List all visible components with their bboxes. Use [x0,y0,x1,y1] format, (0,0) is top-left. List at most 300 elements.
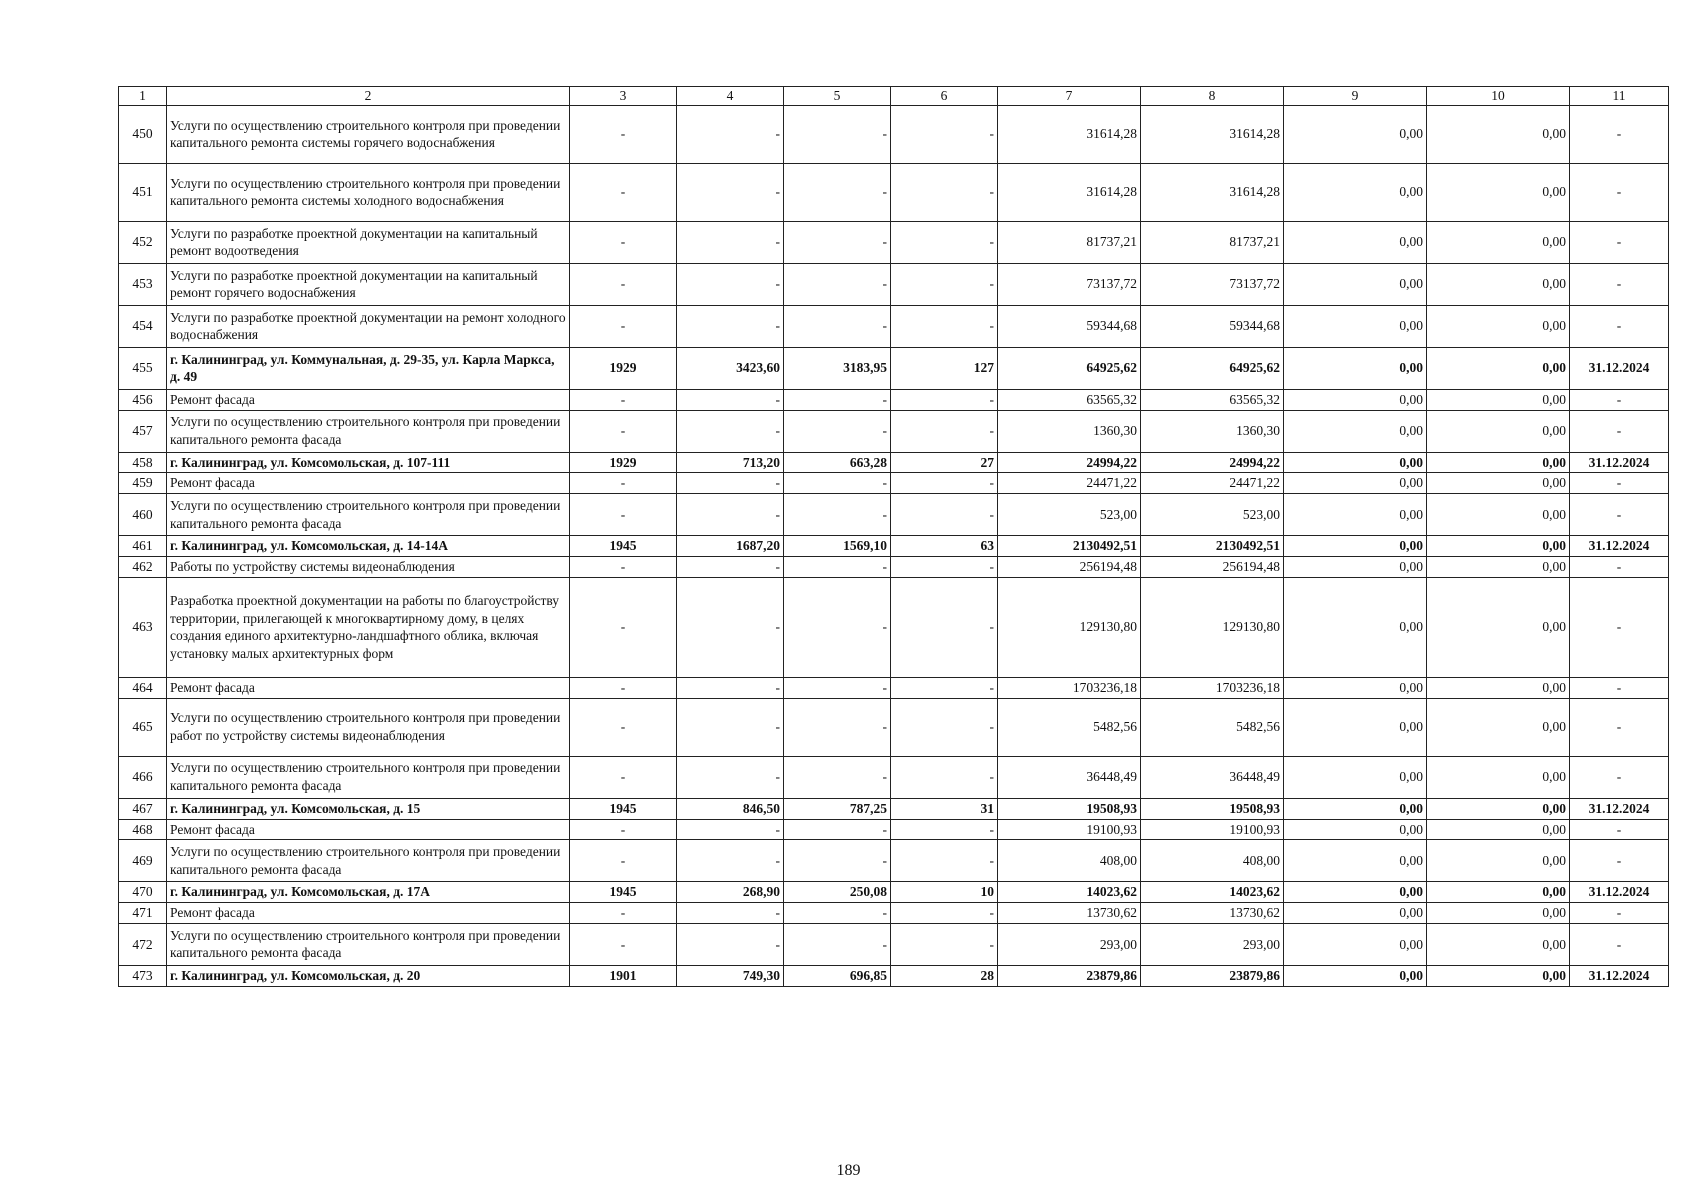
cost-total-cell: 24994,22 [998,452,1141,473]
cost-fund-cell: 129130,80 [1141,577,1284,677]
column-number-header-row [119,87,1669,106]
row-name-cell: Ремонт фасада [167,389,570,410]
residential-area-cell: - [784,263,891,305]
cost-fund-cell: 14023,62 [1141,882,1284,903]
cost-fund-cell: 19100,93 [1141,819,1284,840]
work-item-row [119,473,1669,494]
residents-count-cell: - [891,756,998,798]
cost-other-cell: 0,00 [1427,882,1570,903]
cost-other-cell: 0,00 [1427,452,1570,473]
residents-count-cell: - [891,577,998,677]
deadline-cell: - [1570,923,1669,965]
row-number-cell: 458 [119,452,167,473]
cost-other-cell: 0,00 [1427,840,1570,882]
row-number-cell: 470 [119,882,167,903]
total-area-cell: - [677,840,784,882]
row-number-cell: 459 [119,473,167,494]
residential-area-cell: - [784,840,891,882]
cost-budget-cell: 0,00 [1284,698,1427,756]
cost-budget-cell: 0,00 [1284,840,1427,882]
residential-area-cell: - [784,494,891,536]
deadline-cell: - [1570,389,1669,410]
row-number-cell: 469 [119,840,167,882]
deadline-cell: - [1570,557,1669,578]
residents-count-cell: 63 [891,536,998,557]
work-item-row [119,903,1669,924]
cost-other-cell: 0,00 [1427,577,1570,677]
deadline-cell: - [1570,473,1669,494]
cost-total-cell: 59344,68 [998,305,1141,347]
row-number-cell: 473 [119,965,167,986]
cost-fund-cell: 523,00 [1141,494,1284,536]
row-number-cell: 471 [119,903,167,924]
residents-count-cell: - [891,494,998,536]
residential-area-cell: 250,08 [784,882,891,903]
deadline-cell: - [1570,163,1669,221]
column-number-5: 5 [784,87,891,106]
cost-fund-cell: 64925,62 [1141,347,1284,389]
row-name-cell: Услуги по осуществлению строительного контроля при проведении капитального ремонта фасада [167,494,570,536]
cost-total-cell: 36448,49 [998,756,1141,798]
residents-count-cell: - [891,903,998,924]
row-name-cell: Услуги по осуществлению строительного контроля при проведении капитального ремонта фасада [167,923,570,965]
total-area-cell: 268,90 [677,882,784,903]
cost-budget-cell: 0,00 [1284,263,1427,305]
deadline-cell: - [1570,677,1669,698]
residents-count-cell: - [891,105,998,163]
residential-area-cell: - [784,756,891,798]
column-number-4: 4 [677,87,784,106]
residents-count-cell: - [891,389,998,410]
total-area-cell: - [677,903,784,924]
cost-budget-cell: 0,00 [1284,557,1427,578]
deadline-cell: - [1570,698,1669,756]
row-number-cell: 463 [119,577,167,677]
cost-budget-cell: 0,00 [1284,677,1427,698]
residential-area-cell: - [784,557,891,578]
work-item-row [119,105,1669,163]
cost-other-cell: 0,00 [1427,677,1570,698]
cost-total-cell: 256194,48 [998,557,1141,578]
cost-total-cell: 63565,32 [998,389,1141,410]
residential-area-cell: - [784,105,891,163]
total-area-cell: 1687,20 [677,536,784,557]
residents-count-cell: - [891,840,998,882]
build-year-cell: - [570,577,677,677]
cost-fund-cell: 31614,28 [1141,105,1284,163]
deadline-cell: - [1570,819,1669,840]
row-number-cell: 452 [119,221,167,263]
residents-count-cell: 27 [891,452,998,473]
build-year-cell: - [570,410,677,452]
residential-area-cell: - [784,221,891,263]
cost-budget-cell: 0,00 [1284,819,1427,840]
residents-count-cell: - [891,698,998,756]
cost-fund-cell: 5482,56 [1141,698,1284,756]
cost-budget-cell: 0,00 [1284,163,1427,221]
build-year-cell: 1901 [570,965,677,986]
cost-total-cell: 523,00 [998,494,1141,536]
work-item-row [119,577,1669,677]
cost-budget-cell: 0,00 [1284,305,1427,347]
cost-budget-cell: 0,00 [1284,903,1427,924]
deadline-cell: 31.12.2024 [1570,882,1669,903]
residents-count-cell: - [891,410,998,452]
row-number-cell: 462 [119,557,167,578]
row-name-cell: Ремонт фасада [167,677,570,698]
address-row [119,347,1669,389]
row-number-cell: 464 [119,677,167,698]
build-year-cell: 1929 [570,347,677,389]
work-item-row [119,163,1669,221]
cost-total-cell: 293,00 [998,923,1141,965]
residential-area-cell: - [784,698,891,756]
page-number: 189 [836,1162,861,1179]
total-area-cell: - [677,305,784,347]
cost-budget-cell: 0,00 [1284,410,1427,452]
deadline-cell: - [1570,756,1669,798]
build-year-cell: - [570,263,677,305]
cost-budget-cell: 0,00 [1284,798,1427,819]
total-area-cell: - [677,105,784,163]
cost-fund-cell: 1360,30 [1141,410,1284,452]
cost-other-cell: 0,00 [1427,494,1570,536]
cost-fund-cell: 408,00 [1141,840,1284,882]
cost-budget-cell: 0,00 [1284,452,1427,473]
cost-total-cell: 2130492,51 [998,536,1141,557]
cost-total-cell: 13730,62 [998,903,1141,924]
build-year-cell: - [570,221,677,263]
column-number-8: 8 [1141,87,1284,106]
residential-area-cell: - [784,677,891,698]
build-year-cell: - [570,557,677,578]
cost-total-cell: 81737,21 [998,221,1141,263]
cost-other-cell: 0,00 [1427,473,1570,494]
total-area-cell: - [677,473,784,494]
residents-count-cell: - [891,677,998,698]
cost-fund-cell: 59344,68 [1141,305,1284,347]
cost-total-cell: 19508,93 [998,798,1141,819]
residential-area-cell: - [784,923,891,965]
total-area-cell: - [677,577,784,677]
cost-budget-cell: 0,00 [1284,577,1427,677]
build-year-cell: 1945 [570,536,677,557]
row-number-cell: 451 [119,163,167,221]
row-name-cell: г. Калининград, ул. Комсомольская, д. 15 [167,798,570,819]
address-row [119,452,1669,473]
build-year-cell: - [570,819,677,840]
row-name-cell: Работы по устройству системы видеонаблюдения [167,557,570,578]
cost-fund-cell: 1703236,18 [1141,677,1284,698]
work-item-row [119,389,1669,410]
residents-count-cell: - [891,557,998,578]
work-item-row [119,819,1669,840]
work-item-row [119,410,1669,452]
residential-area-cell: - [784,389,891,410]
cost-fund-cell: 63565,32 [1141,389,1284,410]
cost-other-cell: 0,00 [1427,557,1570,578]
work-item-row [119,923,1669,965]
cost-fund-cell: 24471,22 [1141,473,1284,494]
work-item-row [119,677,1669,698]
build-year-cell: - [570,677,677,698]
cost-total-cell: 64925,62 [998,347,1141,389]
cost-other-cell: 0,00 [1427,389,1570,410]
row-number-cell: 454 [119,305,167,347]
residential-area-cell: - [784,305,891,347]
total-area-cell: 713,20 [677,452,784,473]
cost-budget-cell: 0,00 [1284,473,1427,494]
cost-budget-cell: 0,00 [1284,882,1427,903]
column-number-9: 9 [1284,87,1427,106]
total-area-cell: - [677,756,784,798]
residents-count-cell: 28 [891,965,998,986]
work-item-row [119,840,1669,882]
cost-budget-cell: 0,00 [1284,494,1427,536]
column-number-1: 1 [119,87,167,106]
row-name-cell: Услуги по осуществлению строительного контроля при проведении капитального ремонта фасада [167,840,570,882]
residents-count-cell: 10 [891,882,998,903]
row-name-cell: Ремонт фасада [167,903,570,924]
column-number-11: 11 [1570,87,1669,106]
cost-other-cell: 0,00 [1427,105,1570,163]
cost-other-cell: 0,00 [1427,347,1570,389]
total-area-cell: - [677,923,784,965]
total-area-cell: - [677,819,784,840]
total-area-cell: - [677,677,784,698]
deadline-cell: - [1570,903,1669,924]
residential-area-cell: 787,25 [784,798,891,819]
cost-fund-cell: 23879,86 [1141,965,1284,986]
row-name-cell: Услуги по осуществлению строительного контроля при проведении работ по устройству системы видеонаблюдения [167,698,570,756]
row-number-cell: 461 [119,536,167,557]
total-area-cell: 3423,60 [677,347,784,389]
build-year-cell: 1929 [570,452,677,473]
row-name-cell: Услуги по осуществлению строительного контроля при проведении капитального ремонта системы горячего водоснабжения [167,105,570,163]
cost-other-cell: 0,00 [1427,221,1570,263]
cost-total-cell: 14023,62 [998,882,1141,903]
deadline-cell: 31.12.2024 [1570,965,1669,986]
cost-other-cell: 0,00 [1427,756,1570,798]
cost-total-cell: 408,00 [998,840,1141,882]
work-item-row [119,305,1669,347]
work-item-row [119,263,1669,305]
column-number-6: 6 [891,87,998,106]
row-number-cell: 465 [119,698,167,756]
row-number-cell: 472 [119,923,167,965]
row-name-cell: г. Калининград, ул. Комсомольская, д. 20 [167,965,570,986]
residents-count-cell: 31 [891,798,998,819]
cost-other-cell: 0,00 [1427,798,1570,819]
total-area-cell: 749,30 [677,965,784,986]
column-number-3: 3 [570,87,677,106]
row-name-cell: Ремонт фасада [167,473,570,494]
column-number-2: 2 [167,87,570,106]
row-number-cell: 450 [119,105,167,163]
cost-total-cell: 31614,28 [998,105,1141,163]
build-year-cell: - [570,494,677,536]
build-year-cell: - [570,698,677,756]
residential-area-cell: - [784,903,891,924]
row-number-cell: 457 [119,410,167,452]
build-year-cell: - [570,305,677,347]
build-year-cell: - [570,163,677,221]
residents-count-cell: - [891,819,998,840]
residential-area-cell: - [784,163,891,221]
cost-other-cell: 0,00 [1427,263,1570,305]
build-year-cell: - [570,756,677,798]
cost-total-cell: 5482,56 [998,698,1141,756]
residential-area-cell: 3183,95 [784,347,891,389]
cost-fund-cell: 31614,28 [1141,163,1284,221]
cost-total-cell: 73137,72 [998,263,1141,305]
cost-fund-cell: 19508,93 [1141,798,1284,819]
work-item-row [119,221,1669,263]
build-year-cell: - [570,389,677,410]
work-item-row [119,756,1669,798]
residential-area-cell: - [784,577,891,677]
cost-other-cell: 0,00 [1427,305,1570,347]
cost-budget-cell: 0,00 [1284,965,1427,986]
deadline-cell: - [1570,105,1669,163]
cost-fund-cell: 256194,48 [1141,557,1284,578]
cost-budget-cell: 0,00 [1284,923,1427,965]
deadline-cell: - [1570,577,1669,677]
row-name-cell: г. Калининград, ул. Комсомольская, д. 107-111 [167,452,570,473]
row-name-cell: Услуги по разработке проектной документации на капитальный ремонт водоотведения [167,221,570,263]
residents-count-cell: 127 [891,347,998,389]
residents-count-cell: - [891,163,998,221]
build-year-cell: 1945 [570,798,677,819]
deadline-cell: - [1570,221,1669,263]
address-row [119,798,1669,819]
cost-fund-cell: 24994,22 [1141,452,1284,473]
row-name-cell: Ремонт фасада [167,819,570,840]
cost-total-cell: 129130,80 [998,577,1141,677]
cost-total-cell: 1360,30 [998,410,1141,452]
total-area-cell: 846,50 [677,798,784,819]
cost-fund-cell: 73137,72 [1141,263,1284,305]
cost-other-cell: 0,00 [1427,163,1570,221]
deadline-cell: 31.12.2024 [1570,536,1669,557]
work-item-row [119,494,1669,536]
cost-other-cell: 0,00 [1427,536,1570,557]
residents-count-cell: - [891,923,998,965]
residents-count-cell: - [891,263,998,305]
total-area-cell: - [677,494,784,536]
cost-other-cell: 0,00 [1427,698,1570,756]
cost-total-cell: 31614,28 [998,163,1141,221]
row-number-cell: 466 [119,756,167,798]
cost-total-cell: 19100,93 [998,819,1141,840]
column-number-7: 7 [998,87,1141,106]
total-area-cell: - [677,557,784,578]
residents-count-cell: - [891,305,998,347]
cost-budget-cell: 0,00 [1284,536,1427,557]
address-row [119,536,1669,557]
cost-budget-cell: 0,00 [1284,221,1427,263]
row-name-cell: г. Калининград, ул. Комсомольская, д. 14-14А [167,536,570,557]
cost-total-cell: 24471,22 [998,473,1141,494]
total-area-cell: - [677,221,784,263]
cost-other-cell: 0,00 [1427,410,1570,452]
row-name-cell: Услуги по разработке проектной документации на ремонт холодного водоснабжения [167,305,570,347]
residential-area-cell: - [784,410,891,452]
total-area-cell: - [677,389,784,410]
cost-other-cell: 0,00 [1427,819,1570,840]
cost-other-cell: 0,00 [1427,965,1570,986]
row-number-cell: 456 [119,389,167,410]
work-item-row [119,557,1669,578]
cost-other-cell: 0,00 [1427,903,1570,924]
residential-area-cell: - [784,473,891,494]
build-year-cell: - [570,923,677,965]
total-area-cell: - [677,263,784,305]
residents-count-cell: - [891,473,998,494]
residential-area-cell: 663,28 [784,452,891,473]
works-table [118,86,1669,987]
cost-other-cell: 0,00 [1427,923,1570,965]
row-number-cell: 467 [119,798,167,819]
total-area-cell: - [677,410,784,452]
deadline-cell: 31.12.2024 [1570,347,1669,389]
row-number-cell: 455 [119,347,167,389]
cost-fund-cell: 36448,49 [1141,756,1284,798]
deadline-cell: 31.12.2024 [1570,798,1669,819]
cost-fund-cell: 81737,21 [1141,221,1284,263]
deadline-cell: - [1570,410,1669,452]
deadline-cell: 31.12.2024 [1570,452,1669,473]
build-year-cell: - [570,473,677,494]
deadline-cell: - [1570,305,1669,347]
cost-total-cell: 23879,86 [998,965,1141,986]
cost-budget-cell: 0,00 [1284,347,1427,389]
build-year-cell: - [570,105,677,163]
address-row [119,882,1669,903]
cost-fund-cell: 13730,62 [1141,903,1284,924]
total-area-cell: - [677,698,784,756]
build-year-cell: - [570,840,677,882]
row-number-cell: 453 [119,263,167,305]
row-number-cell: 468 [119,819,167,840]
deadline-cell: - [1570,263,1669,305]
cost-fund-cell: 293,00 [1141,923,1284,965]
residents-count-cell: - [891,221,998,263]
address-row [119,965,1669,986]
row-name-cell: Услуги по разработке проектной документации на капитальный ремонт горячего водоснабжения [167,263,570,305]
total-area-cell: - [677,163,784,221]
row-name-cell: Услуги по осуществлению строительного контроля при проведении капитального ремонта фасада [167,756,570,798]
residential-area-cell: 1569,10 [784,536,891,557]
column-number-10: 10 [1427,87,1570,106]
cost-fund-cell: 2130492,51 [1141,536,1284,557]
row-number-cell: 460 [119,494,167,536]
cost-budget-cell: 0,00 [1284,756,1427,798]
build-year-cell: 1945 [570,882,677,903]
row-name-cell: г. Калининград, ул. Коммунальная, д. 29-35, ул. Карла Маркса, д. 49 [167,347,570,389]
deadline-cell: - [1570,494,1669,536]
row-name-cell: Разработка проектной документации на работы по благоустройству территории, прилегающей к многоквартирному дому, в целях создания единого архитектурно-ландшафтного облика, включая установку малых архитектурных форм [167,577,570,677]
work-item-row [119,698,1669,756]
residential-area-cell: - [784,819,891,840]
deadline-cell: - [1570,840,1669,882]
row-name-cell: Услуги по осуществлению строительного контроля при проведении капитального ремонта фасада [167,410,570,452]
row-name-cell: г. Калининград, ул. Комсомольская, д. 17А [167,882,570,903]
build-year-cell: - [570,903,677,924]
cost-budget-cell: 0,00 [1284,389,1427,410]
row-name-cell: Услуги по осуществлению строительного контроля при проведении капитального ремонта системы холодного водоснабжения [167,163,570,221]
residential-area-cell: 696,85 [784,965,891,986]
